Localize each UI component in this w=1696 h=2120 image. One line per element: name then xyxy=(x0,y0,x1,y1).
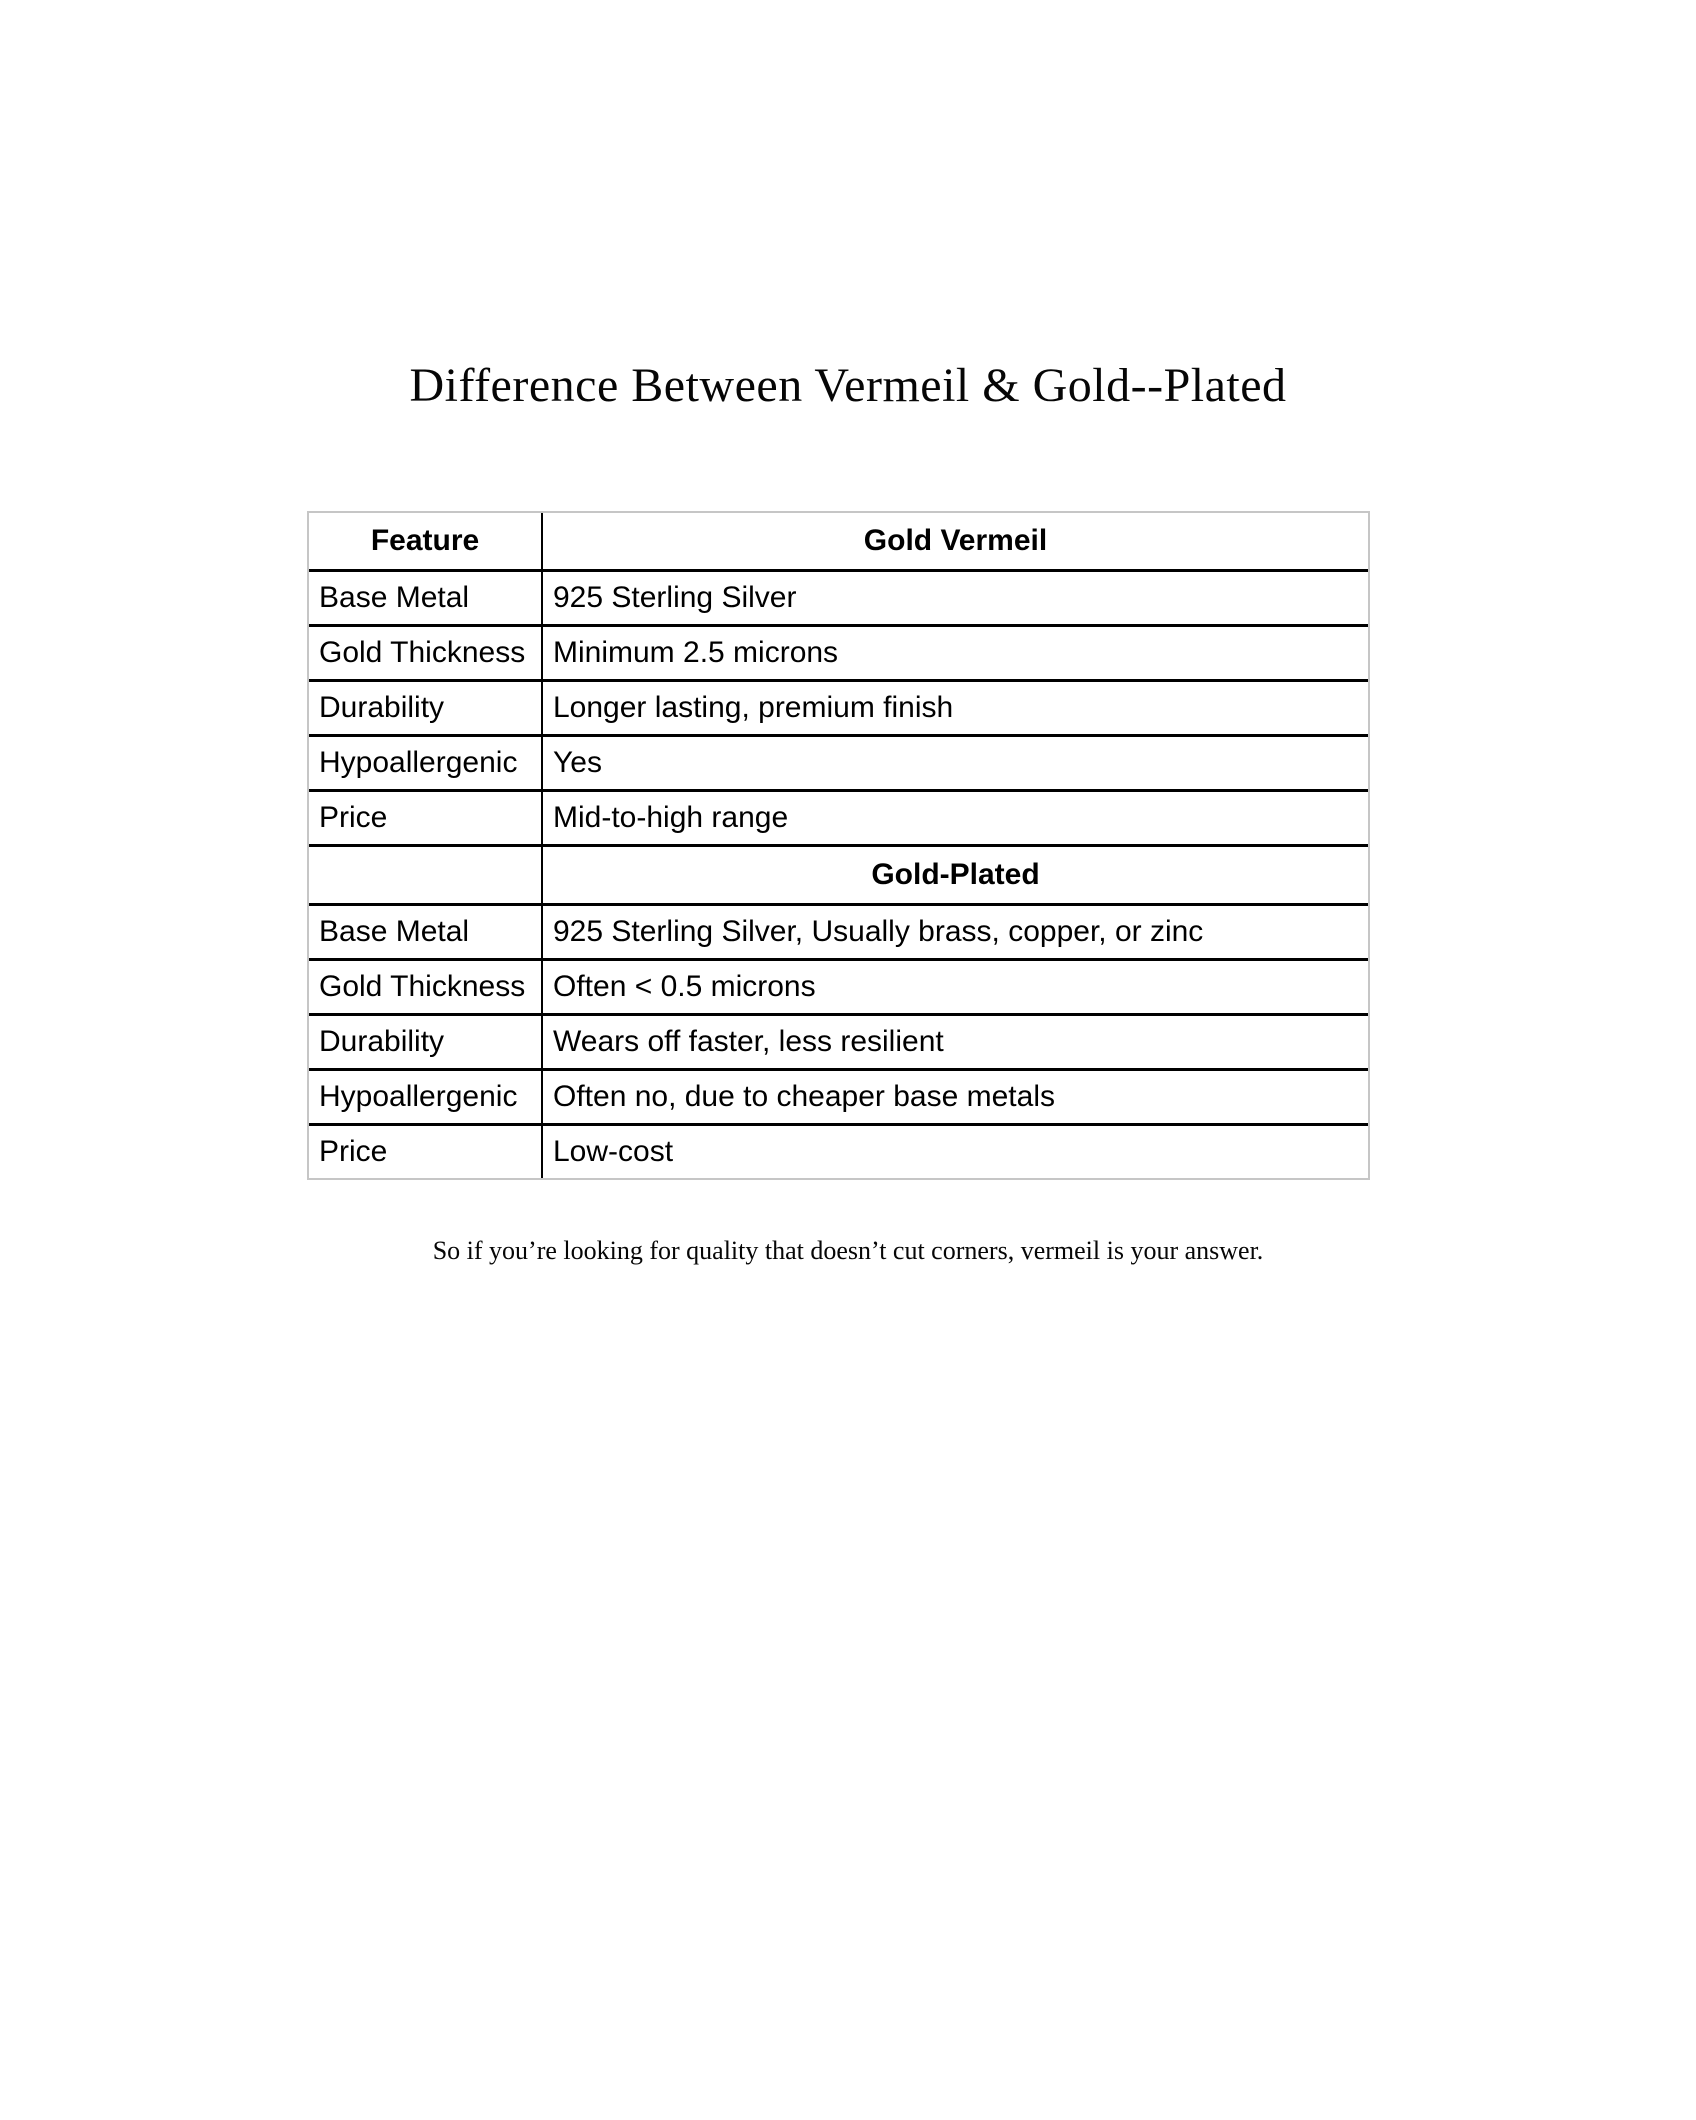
value-cell: Wears off faster, less resilient xyxy=(543,1016,1368,1071)
page-title: Difference Between Vermeil & Gold--Plated xyxy=(409,359,1287,412)
value-cell: Often no, due to cheaper base metals xyxy=(543,1071,1368,1126)
table-row xyxy=(309,1126,1368,1178)
table-row xyxy=(309,906,1368,961)
feature-cell: Durability xyxy=(309,1016,543,1071)
table-row xyxy=(309,1016,1368,1071)
closing-sentence: So if you’re looking for quality that doesn’t cut corners, vermeil is your answer. xyxy=(432,1236,1264,1265)
value-cell: Yes xyxy=(543,737,1368,792)
table-section-header-row xyxy=(309,847,1368,906)
value-cell: Minimum 2.5 microns xyxy=(543,627,1368,682)
feature-cell: Gold Thickness xyxy=(309,627,543,682)
table-row xyxy=(309,682,1368,737)
feature-cell: Base Metal xyxy=(309,572,543,627)
table-header-row xyxy=(309,513,1368,572)
header-cell-feature: Feature xyxy=(309,513,543,572)
table-row xyxy=(309,792,1368,847)
comparison-table xyxy=(309,513,1368,1178)
value-cell: Longer lasting, premium finish xyxy=(543,682,1368,737)
feature-cell: Base Metal xyxy=(309,906,543,961)
feature-cell: Gold Thickness xyxy=(309,961,543,1016)
header-cell-gold-vermeil: Gold Vermeil xyxy=(543,513,1368,572)
table-row xyxy=(309,961,1368,1016)
empty-cell xyxy=(309,847,543,906)
feature-cell: Price xyxy=(309,792,543,847)
value-cell: Mid-to-high range xyxy=(543,792,1368,847)
value-cell: 925 Sterling Silver, Usually brass, copper, or zinc xyxy=(543,906,1368,961)
feature-cell: Hypoallergenic xyxy=(309,1071,543,1126)
table-row xyxy=(309,737,1368,792)
table-row xyxy=(309,1071,1368,1126)
table-row xyxy=(309,627,1368,682)
value-cell: 925 Sterling Silver xyxy=(543,572,1368,627)
feature-cell: Durability xyxy=(309,682,543,737)
value-cell: Low-cost xyxy=(553,1134,674,1168)
comparison-table-wrapper xyxy=(307,511,1370,1180)
header-cell-gold-plated: Gold-Plated xyxy=(543,847,1368,906)
value-cell: Often < 0.5 microns xyxy=(543,961,1368,1016)
feature-cell: Price xyxy=(309,1126,543,1178)
table-row xyxy=(309,572,1368,627)
feature-cell: Hypoallergenic xyxy=(309,737,543,792)
